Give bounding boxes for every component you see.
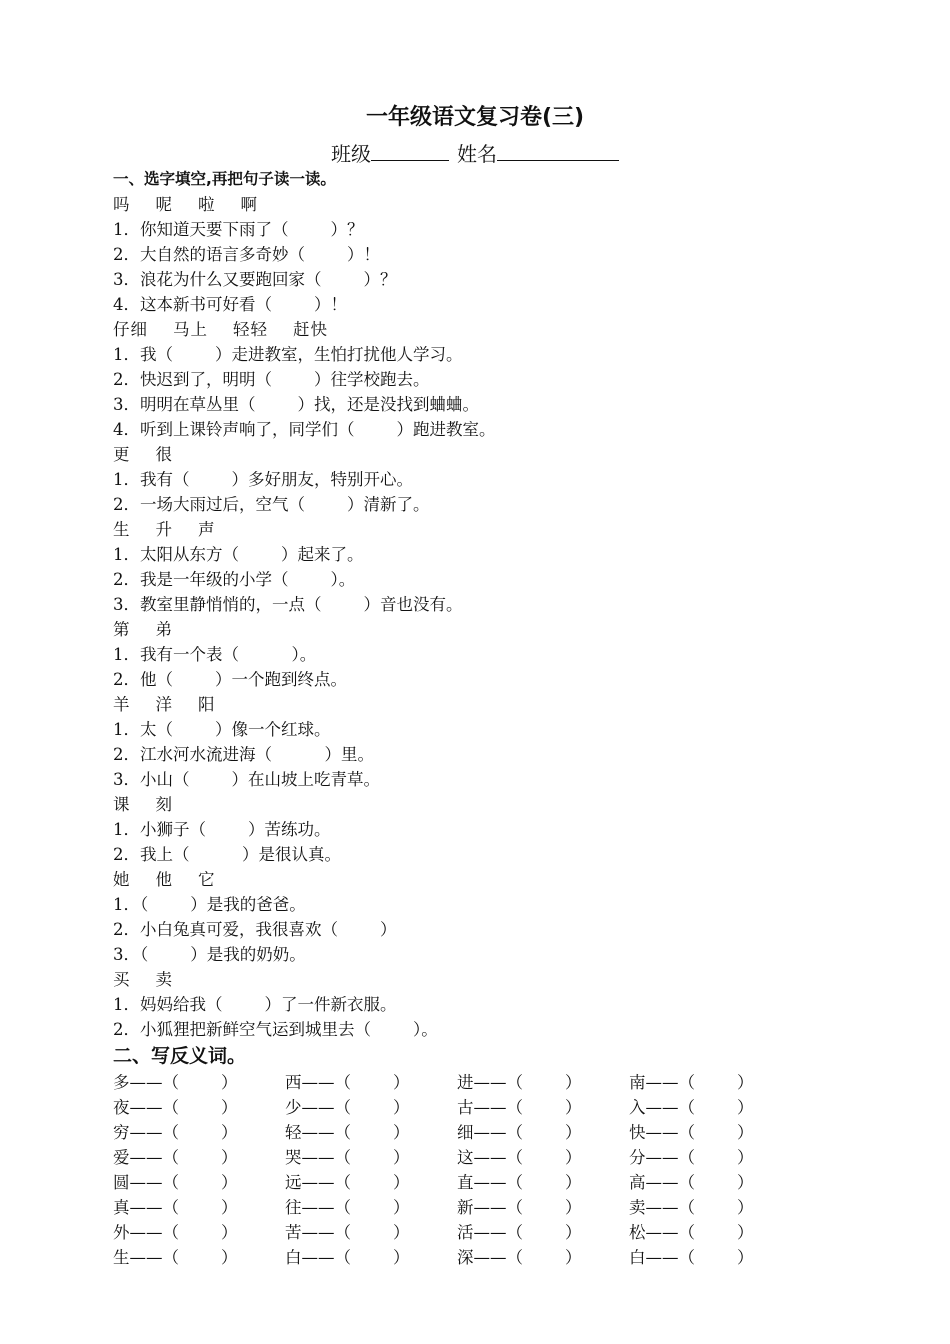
word-choices: 课 刻 — [113, 795, 173, 814]
question-line: 3．（ ）是我的奶奶。 — [113, 945, 306, 964]
question-line: 2．快迟到了，明明（ ）往学校跑去。 — [113, 370, 430, 389]
word-choices: 买 卖 — [113, 970, 173, 989]
antonym-row — [113, 1195, 873, 1220]
antonym-item: 圆——（ ） — [113, 1173, 238, 1192]
antonym-item: 多——（ ） — [113, 1073, 238, 1092]
page-title: 一年级语文复习卷(三) — [365, 105, 585, 130]
antonym-item: 快——（ ） — [629, 1123, 754, 1142]
question-line: 1．太阳从东方（ ）起来了。 — [113, 545, 364, 564]
name-blank[interactable] — [497, 142, 619, 161]
antonym-row — [113, 1145, 873, 1170]
question-line: 2．我上（ ）是很认真。 — [113, 845, 341, 864]
question-line: 3．教室里静悄悄的，一点（ ）音也没有。 — [113, 595, 463, 614]
word-choices: 吗 呢 啦 啊 — [113, 195, 258, 214]
question-line: 2．一场大雨过后，空气（ ）清新了。 — [113, 495, 430, 514]
name-label: 姓名 — [457, 142, 497, 166]
antonym-row — [113, 1245, 873, 1270]
antonym-item: 苦——（ ） — [285, 1223, 410, 1242]
question-line: 1．太（ ）像一个红球。 — [113, 720, 331, 739]
antonym-item: 哭——（ ） — [285, 1148, 410, 1167]
question-line: 1．我（ ）走进教室，生怕打扰他人学习。 — [113, 345, 463, 364]
antonym-item: 这——（ ） — [457, 1148, 582, 1167]
antonym-item: 真——（ ） — [113, 1198, 238, 1217]
antonym-row — [113, 1070, 873, 1095]
question-line: 1．我有（ ）多好朋友，特别开心。 — [113, 470, 413, 489]
antonym-item: 松——（ ） — [629, 1223, 754, 1242]
question-line: 1．你知道天要下雨了（ ）？ — [113, 220, 364, 239]
section1-heading: 一、选字填空,再把句子读一读。 — [113, 170, 336, 188]
question-line: 1．（ ）是我的爸爸。 — [113, 895, 306, 914]
worksheet-content — [113, 167, 873, 1270]
antonym-item: 夜——（ ） — [113, 1098, 238, 1117]
antonym-item: 爱——（ ） — [113, 1148, 238, 1167]
question-line: 1．小狮子（ ）苦练功。 — [113, 820, 331, 839]
class-label: 班级 — [331, 142, 371, 166]
antonym-item: 南——（ ） — [629, 1073, 754, 1092]
antonym-item: 活——（ ） — [457, 1223, 582, 1242]
antonym-item: 外——（ ） — [113, 1223, 238, 1242]
antonym-row — [113, 1095, 873, 1120]
question-line: 3．明明在草丛里（ ）找，还是没找到蛐蛐。 — [113, 395, 479, 414]
antonym-item: 分——（ ） — [629, 1148, 754, 1167]
question-line: 2．小白兔真可爱，我很喜欢（ ） — [113, 920, 397, 939]
antonym-item: 白——（ ） — [285, 1248, 410, 1267]
question-line: 2．他（ ）一个跑到终点。 — [113, 670, 347, 689]
antonym-item: 卖——（ ） — [629, 1198, 754, 1217]
question-line: 1．妈妈给我（ ）了一件新衣服。 — [113, 995, 397, 1014]
antonym-item: 入——（ ） — [629, 1098, 754, 1117]
word-choices: 她 他 它 — [113, 870, 216, 889]
word-choices: 第 弟 — [113, 620, 173, 639]
section2-heading: 二、写反义词。 — [113, 1045, 247, 1067]
antonym-row — [113, 1170, 873, 1195]
question-line: 4．这本新书可好看（ ）！ — [113, 295, 347, 314]
question-line: 2．江水河水流进海（ ）里。 — [113, 745, 374, 764]
word-choices: 羊 洋 阳 — [113, 695, 216, 714]
antonym-item: 深——（ ） — [457, 1248, 582, 1267]
antonym-item: 白——（ ） — [629, 1248, 754, 1267]
question-line: 2．我是一年级的小学（ ）。 — [113, 570, 356, 589]
antonym-item: 轻——（ ） — [285, 1123, 410, 1142]
question-line: 4．听到上课铃声响了，同学们（ ）跑进教室。 — [113, 420, 496, 439]
class-blank[interactable] — [371, 142, 449, 161]
antonym-item: 进——（ ） — [457, 1073, 582, 1092]
word-choices: 更 很 — [113, 445, 173, 464]
antonym-item: 少——（ ） — [285, 1098, 410, 1117]
student-info-line — [0, 140, 950, 168]
question-line: 1．我有一个表（ ）。 — [113, 645, 317, 664]
antonym-item: 高——（ ） — [629, 1173, 754, 1192]
word-choices: 仔细 马上 轻轻 赶快 — [113, 320, 328, 339]
antonym-item: 穷——（ ） — [113, 1123, 238, 1142]
antonym-item: 直——（ ） — [457, 1173, 582, 1192]
antonym-row — [113, 1120, 873, 1145]
antonym-item: 生——（ ） — [113, 1248, 238, 1267]
question-line: 3．小山（ ）在山坡上吃青草。 — [113, 770, 380, 789]
antonym-item: 新——（ ） — [457, 1198, 582, 1217]
antonym-item: 细——（ ） — [457, 1123, 582, 1142]
antonym-item: 西——（ ） — [285, 1073, 410, 1092]
antonym-item: 往——（ ） — [285, 1198, 410, 1217]
question-line: 2．大自然的语言多奇妙（ ）！ — [113, 245, 380, 264]
antonym-row — [113, 1220, 873, 1245]
question-line: 2．小狐狸把新鲜空气运到城里去（ ）。 — [113, 1020, 438, 1039]
question-line: 3．浪花为什么又要跑回家（ ）？ — [113, 270, 397, 289]
word-choices: 生 升 声 — [113, 520, 216, 539]
antonym-item: 远——（ ） — [285, 1173, 410, 1192]
antonym-item: 古——（ ） — [457, 1098, 582, 1117]
